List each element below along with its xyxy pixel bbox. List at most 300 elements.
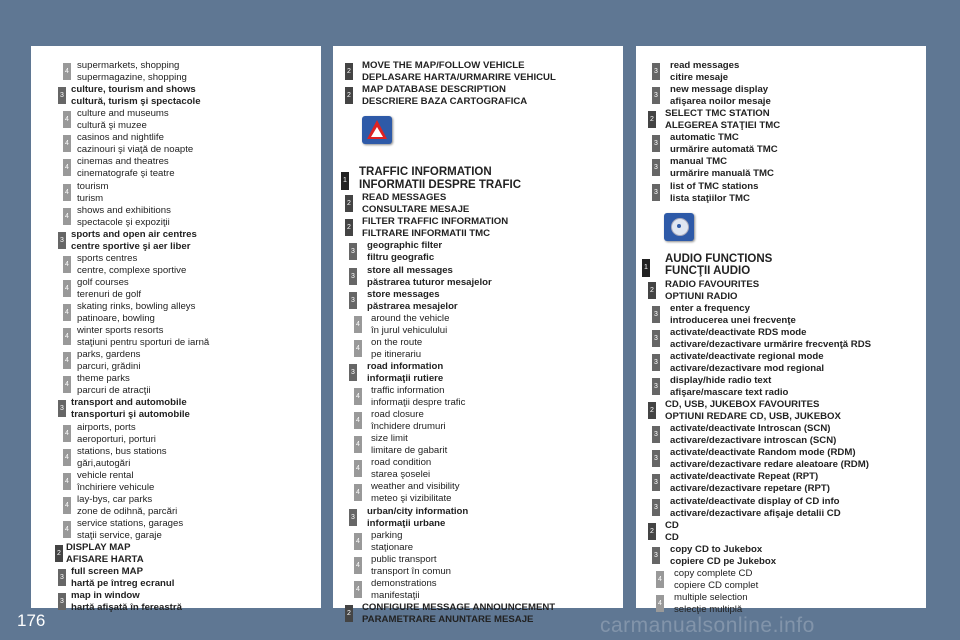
entry-text xyxy=(71,590,182,614)
menu-entry xyxy=(636,399,926,423)
entry-text-en: around the vehicle xyxy=(371,312,450,324)
entry-text-en: activate/deactivate Random mode (RDM) xyxy=(670,447,856,459)
menu-entry xyxy=(31,494,321,518)
traffic-warning-icon xyxy=(362,116,392,144)
entry-text xyxy=(367,506,468,530)
entry-text-en: map in window xyxy=(71,590,140,602)
entry-text-en: lay-bys, car parks xyxy=(77,493,153,505)
entry-text xyxy=(77,156,175,180)
entry-text-ro: urmărire automată TMC xyxy=(670,144,778,156)
entry-text xyxy=(71,566,174,590)
level-badge: 4 xyxy=(354,412,362,429)
level-badge: 4 xyxy=(63,497,71,514)
menu-entry xyxy=(31,156,321,180)
entry-text-ro: meteo şi vizibilitate xyxy=(371,493,452,505)
entry-text-en: AUDIO FUNCTIONS xyxy=(665,252,773,265)
level-badge: 4 xyxy=(656,595,664,612)
level-badge: 3 xyxy=(652,63,660,80)
entry-text-ro: transport în comun xyxy=(371,565,451,577)
menu-entry xyxy=(31,84,321,108)
entry-text-en: theme parks xyxy=(77,373,130,385)
menu-entry xyxy=(31,349,321,373)
entry-text-en: vehicle rental xyxy=(77,469,134,481)
entry-text xyxy=(77,446,167,470)
entry-text-ro: DEPLASARE HARTA/URMARIRE VEHICUL xyxy=(362,72,556,83)
menu-entry xyxy=(31,470,321,494)
menu-entry xyxy=(636,592,926,616)
entry-text xyxy=(665,253,772,278)
entry-text xyxy=(670,471,830,495)
entry-text-en: full screen MAP xyxy=(71,566,143,578)
entry-text-ro: CD xyxy=(665,531,679,543)
entry-text xyxy=(371,409,446,433)
level-badge: 4 xyxy=(63,280,71,297)
watermark: carmanualsonline.info xyxy=(600,614,815,637)
level-badge: 4 xyxy=(63,208,71,225)
entry-text xyxy=(670,84,771,108)
entry-text-ro: selecţie multiplă xyxy=(674,603,743,615)
menu-entry xyxy=(333,433,623,457)
entry-text xyxy=(665,108,780,132)
entry-text-en: CD xyxy=(665,519,679,531)
menu-entry xyxy=(31,518,321,542)
entry-text-ro: FILTRARE INFORMATII TMC xyxy=(362,228,491,240)
entry-text-ro: AFISARE HARTA xyxy=(66,554,144,565)
level-badge: 4 xyxy=(63,352,71,369)
entry-text xyxy=(77,205,171,229)
entry-text-en: winter sports resorts xyxy=(77,325,164,337)
menu-entry xyxy=(333,457,623,481)
entry-text-ro: copiere CD pe Jukebox xyxy=(670,555,777,567)
menu-entry xyxy=(31,132,321,156)
entry-text xyxy=(77,325,209,349)
entry-text xyxy=(371,385,465,409)
level-badge: 3 xyxy=(58,232,66,249)
level-badge: 3 xyxy=(652,426,660,443)
menu-entry xyxy=(636,351,926,375)
entry-text-en: road information xyxy=(367,360,444,372)
level-badge: 4 xyxy=(354,484,362,501)
entry-text-ro: gări,autogări xyxy=(77,457,131,469)
entry-text-en: stations, bus stations xyxy=(77,445,167,457)
level-badge: 3 xyxy=(652,378,660,395)
entry-text-en: size limit xyxy=(371,433,408,445)
entry-text xyxy=(77,518,183,542)
level-badge: 1 xyxy=(642,259,650,277)
entry-text-en: tourism xyxy=(77,180,109,192)
entry-text xyxy=(371,457,431,481)
entry-text-ro: staţiuni pentru sporturi de iarnă xyxy=(77,337,210,349)
entry-text xyxy=(371,578,437,602)
entry-text xyxy=(71,229,197,253)
entry-text xyxy=(367,361,443,385)
menu-entry xyxy=(333,602,623,626)
menu-entry xyxy=(333,361,623,385)
entry-text-ro: CONSULTARE MESAJE xyxy=(362,204,470,216)
entry-text-ro: urmărire manuală TMC xyxy=(670,168,774,180)
entry-text xyxy=(670,351,824,375)
entry-text-en: automatic TMC xyxy=(670,132,739,144)
level-badge: 4 xyxy=(354,533,362,550)
entry-text-en: READ MESSAGES xyxy=(362,192,447,204)
entry-text xyxy=(371,337,422,361)
entry-text xyxy=(77,494,177,518)
entry-text-ro: filtru geografic xyxy=(367,252,435,264)
entry-text xyxy=(66,542,144,566)
level-badge: 3 xyxy=(58,569,66,586)
menu-entry xyxy=(31,181,321,205)
entry-text-en: enter a frequency xyxy=(670,302,750,314)
menu-entry xyxy=(31,229,321,253)
entry-text-en: geographic filter xyxy=(367,240,443,252)
entry-text-ro: copiere CD complet xyxy=(674,579,759,591)
entry-text-ro: activare/dezactivare repetare (RPT) xyxy=(670,483,830,495)
menu-entry xyxy=(31,446,321,470)
entry-text xyxy=(77,60,187,84)
entry-text-en: golf courses xyxy=(77,276,129,288)
entry-text xyxy=(362,84,527,108)
level-badge: 4 xyxy=(63,256,71,273)
right-column xyxy=(636,46,926,615)
level-badge: 3 xyxy=(349,268,357,285)
entry-text xyxy=(670,132,778,156)
entry-text-en: on the route xyxy=(371,336,423,348)
entry-text xyxy=(77,108,169,132)
entry-text-ro: staţii service, garaje xyxy=(77,529,162,541)
entry-text-en: public transport xyxy=(371,553,437,565)
entry-text xyxy=(665,279,759,303)
entry-text-ro: închidere drumuri xyxy=(371,421,446,433)
entry-text-ro: transporturi şi automobile xyxy=(71,409,190,421)
menu-entry xyxy=(333,578,623,602)
level-badge: 3 xyxy=(652,87,660,104)
entry-text-en: list of TMC stations xyxy=(670,180,759,192)
level-badge: 3 xyxy=(652,499,660,516)
menu-entry xyxy=(333,313,623,337)
entry-text xyxy=(371,554,451,578)
menu-entry xyxy=(636,423,926,447)
menu-entry xyxy=(333,216,623,240)
menu-entry xyxy=(636,60,926,84)
entry-text-en: CD, USB, JUKEBOX FAVOURITES xyxy=(665,399,820,411)
menu-entry xyxy=(31,325,321,349)
entry-text xyxy=(371,530,413,554)
entry-text-en: cinemas and theatres xyxy=(77,156,169,168)
entry-text-ro: INFORMATII DESPRE TRAFIC xyxy=(359,178,522,191)
entry-text-ro: activare/dezactivare afişaje detalii CD xyxy=(670,507,841,519)
entry-text-ro: cultură şi muzee xyxy=(77,120,147,132)
entry-text xyxy=(77,132,193,156)
entry-text-ro: parcuri, grădini xyxy=(77,361,141,373)
entry-text-en: store all messages xyxy=(367,264,453,276)
entry-text-en: parks, gardens xyxy=(77,349,141,361)
level-badge: 4 xyxy=(354,316,362,333)
menu-entry xyxy=(333,554,623,578)
entry-text-ro: parcuri de atracţii xyxy=(77,385,151,397)
entry-text-en: display/hide radio text xyxy=(670,375,772,386)
level-badge: 3 xyxy=(652,330,660,347)
entry-text-en: MOVE THE MAP/FOLLOW VEHICLE xyxy=(362,60,525,71)
menu-entry xyxy=(333,409,623,433)
level-badge: 4 xyxy=(656,571,664,588)
menu-entry xyxy=(333,265,623,289)
level-badge: 4 xyxy=(63,304,71,321)
level-badge: 4 xyxy=(63,425,71,442)
entry-text-ro: DESCRIERE BAZA CARTOGRAFICA xyxy=(362,96,528,108)
entry-text-en: new message display xyxy=(670,84,769,96)
level-badge: 3 xyxy=(349,292,357,309)
level-badge: 3 xyxy=(652,135,660,152)
entry-text-ro: FUNCŢII AUDIO xyxy=(665,265,751,278)
entry-text-ro: activare/dezactivare mod regional xyxy=(670,362,825,374)
entry-text-ro: manifestaţii xyxy=(371,589,420,601)
entry-text xyxy=(77,181,108,205)
level-badge: 3 xyxy=(58,87,66,104)
entry-text-en: DISPLAY MAP xyxy=(66,542,131,553)
menu-entry xyxy=(636,279,926,303)
entry-text xyxy=(362,602,555,626)
entry-text-en: weather and visibility xyxy=(371,481,460,493)
entry-text-en: skating rinks, bowling alleys xyxy=(77,301,196,312)
entry-text xyxy=(670,60,739,84)
level-badge: 2 xyxy=(55,545,63,562)
level-badge: 4 xyxy=(354,340,362,357)
entry-text xyxy=(665,399,841,423)
entry-text-ro: aeroporturi, porturi xyxy=(77,433,156,445)
entry-text-ro: activare/dezactivare introscan (SCN) xyxy=(670,435,837,447)
entry-text-ro: cultură, turism şi spectacole xyxy=(71,96,201,108)
entry-text xyxy=(77,470,154,494)
entry-text-ro: zone de odihnă, parcări xyxy=(77,505,178,517)
menu-entry xyxy=(333,192,623,216)
entry-text-ro: citire mesaje xyxy=(670,72,729,83)
level-badge: 3 xyxy=(58,593,66,610)
menu-entry xyxy=(31,566,321,590)
entry-text-ro: pe itinerariu xyxy=(371,348,422,360)
entry-text-ro: afişare/mascare text radio xyxy=(670,387,789,398)
menu-entry xyxy=(636,108,926,132)
entry-text-en: CONFIGURE MESSAGE ANNOUNCEMENT xyxy=(362,601,556,613)
entry-text-en: TRAFFIC INFORMATION xyxy=(359,166,492,179)
level-badge: 2 xyxy=(345,195,353,212)
entry-text-ro: activare/dezactivare urmărire frecvenţă RDS xyxy=(670,338,872,350)
level-badge: 3 xyxy=(652,547,660,564)
entry-text-ro: turism xyxy=(77,192,104,204)
entry-text-en: supermarkets, shopping xyxy=(77,60,180,71)
level-badge: 4 xyxy=(354,388,362,405)
level-badge: 4 xyxy=(354,557,362,574)
level-badge: 2 xyxy=(345,87,353,104)
entry-text-ro: informaţii despre trafic xyxy=(371,397,466,408)
entry-text-ro: hartă afişată în fereastră xyxy=(71,602,182,614)
menu-entry xyxy=(31,60,321,84)
menu-entry xyxy=(333,240,623,264)
entry-text-en: MAP DATABASE DESCRIPTION xyxy=(362,84,506,96)
entry-text-ro: hartă pe întreg ecranul xyxy=(71,578,175,590)
entry-text xyxy=(670,447,869,471)
entry-text-ro: păstrarea tuturor mesajelor xyxy=(367,276,492,288)
level-badge: 2 xyxy=(345,219,353,236)
menu-entry xyxy=(333,481,623,505)
level-badge: 3 xyxy=(349,364,357,381)
entry-text xyxy=(670,544,776,568)
menu-entry xyxy=(31,590,321,614)
entry-text-en: shows and exhibitions xyxy=(77,204,171,216)
level-badge: 2 xyxy=(345,63,353,80)
level-badge: 1 xyxy=(341,172,349,190)
entry-text xyxy=(77,253,186,277)
entry-text-ro: staţionare xyxy=(371,541,414,553)
level-badge: 3 xyxy=(652,450,660,467)
entry-text-en: FILTER TRAFFIC INFORMATION xyxy=(362,216,509,228)
menu-entry xyxy=(636,447,926,471)
entry-text-ro: afişarea noilor mesaje xyxy=(670,96,771,108)
entry-text xyxy=(77,422,156,446)
level-badge: 3 xyxy=(58,400,66,417)
entry-text-ro: OPTIUNI RADIO xyxy=(665,290,738,302)
entry-text xyxy=(371,433,447,457)
level-badge: 3 xyxy=(652,306,660,323)
menu-entry xyxy=(636,471,926,495)
level-badge: 4 xyxy=(63,135,71,152)
entry-text-en: culture and museums xyxy=(77,108,169,120)
entry-text xyxy=(665,520,679,544)
entry-text xyxy=(367,265,492,289)
level-badge: 3 xyxy=(652,354,660,371)
entry-text-en: service stations, garages xyxy=(77,517,184,529)
entry-text-en: activate/deactivate Repeat (RPT) xyxy=(670,471,819,483)
entry-text xyxy=(674,592,748,616)
entry-text xyxy=(71,84,201,108)
entry-text-ro: păstrarea mesajelor xyxy=(367,300,458,312)
entry-text xyxy=(670,303,796,327)
entry-text xyxy=(670,375,788,399)
entry-text xyxy=(77,301,195,325)
section-heading xyxy=(333,166,623,192)
level-badge: 4 xyxy=(63,328,71,345)
level-badge: 4 xyxy=(354,436,362,453)
entry-text-en: airports, ports xyxy=(77,421,136,433)
menu-entry xyxy=(636,568,926,592)
level-badge: 4 xyxy=(354,581,362,598)
entry-text xyxy=(371,481,460,505)
menu-entry xyxy=(31,108,321,132)
level-badge: 3 xyxy=(652,159,660,176)
entry-text xyxy=(367,289,458,313)
entry-text-en: multiple selection xyxy=(674,591,748,603)
entry-text-ro: cazinouri şi viaţă de noapte xyxy=(77,144,194,156)
level-badge: 4 xyxy=(63,473,71,490)
level-badge: 4 xyxy=(63,184,71,201)
level-badge: 4 xyxy=(63,449,71,466)
level-badge: 4 xyxy=(63,521,71,538)
menu-entry xyxy=(636,84,926,108)
entry-text xyxy=(670,327,871,351)
entry-text xyxy=(71,397,190,421)
entry-text-ro: starea şoselei xyxy=(371,469,431,481)
entry-text-en: sports centres xyxy=(77,252,138,264)
menu-entry xyxy=(333,289,623,313)
menu-entry xyxy=(636,303,926,327)
page-number: 176 xyxy=(17,611,46,630)
menu-entry xyxy=(31,205,321,229)
entry-text-ro: centre sportive şi aer liber xyxy=(71,240,191,252)
menu-entry xyxy=(636,156,926,180)
entry-text xyxy=(359,166,521,191)
level-badge: 2 xyxy=(648,402,656,419)
menu-entry xyxy=(31,301,321,325)
menu-entry xyxy=(333,84,623,108)
entry-text-en: urban/city information xyxy=(367,505,469,517)
entry-text-en: demonstrations xyxy=(371,577,437,589)
menu-entry xyxy=(31,253,321,277)
menu-entry xyxy=(31,542,321,566)
entry-text-en: activate/deactivate display of CD info xyxy=(670,495,840,507)
entry-text xyxy=(362,216,508,240)
left-column xyxy=(31,46,321,614)
entry-text xyxy=(362,60,556,84)
level-badge: 3 xyxy=(349,509,357,526)
entry-text-en: traffic information xyxy=(371,385,445,396)
level-badge: 2 xyxy=(648,523,656,540)
menu-entry xyxy=(636,327,926,351)
level-badge: 3 xyxy=(652,184,660,201)
entry-text-en: road closure xyxy=(371,409,424,421)
entry-text-ro: activare/dezactivare redare aleatoare (RDM) xyxy=(670,459,869,471)
entry-text-en: activate/deactivate Introscan (SCN) xyxy=(670,423,831,435)
section-heading xyxy=(636,253,926,279)
entry-text-en: SELECT TMC STATION xyxy=(665,108,770,120)
level-badge: 2 xyxy=(648,111,656,128)
menu-entry xyxy=(31,277,321,301)
entry-text-en: sports and open air centres xyxy=(71,228,197,240)
entry-text-ro: cinematografe şi teatre xyxy=(77,168,175,180)
entry-text-ro: supermagazine, shopping xyxy=(77,72,187,83)
audio-cd-icon xyxy=(664,213,694,241)
menu-entry xyxy=(636,181,926,205)
menu-entry xyxy=(31,397,321,421)
entry-text-ro: limitare de gabarit xyxy=(371,445,448,457)
entry-text xyxy=(371,313,449,337)
entry-text-en: casinos and nightlife xyxy=(77,132,164,144)
entry-text-ro: patinoare, bowling xyxy=(77,313,155,324)
entry-text-en: activate/deactivate regional mode xyxy=(670,350,824,362)
menu-entry xyxy=(333,385,623,409)
entry-text xyxy=(670,181,758,205)
entry-text-ro: PARAMETRARE ANUNTARE MESAJE xyxy=(362,613,534,625)
entry-text-ro: informaţii urbane xyxy=(367,517,446,529)
menu-entry xyxy=(636,496,926,520)
entry-text-en: parking xyxy=(371,529,403,541)
entry-text-en: transport and automobile xyxy=(71,397,187,409)
entry-text-ro: introducerea unei frecvenţe xyxy=(670,314,796,326)
menu-entry xyxy=(333,506,623,530)
entry-text xyxy=(674,568,758,592)
entry-text-ro: informaţii rutiere xyxy=(367,372,444,384)
menu-entry xyxy=(31,422,321,446)
entry-text xyxy=(670,156,774,180)
menu-entry xyxy=(636,520,926,544)
entry-text-ro: în jurul vehiculului xyxy=(371,324,448,336)
entry-text xyxy=(367,240,442,264)
entry-text xyxy=(670,423,836,447)
menu-entry xyxy=(333,60,623,84)
entry-text-en: RADIO FAVOURITES xyxy=(665,278,760,290)
entry-text-ro: terenuri de golf xyxy=(77,288,141,300)
entry-text xyxy=(77,349,140,373)
menu-entry xyxy=(636,375,926,399)
level-badge: 4 xyxy=(354,460,362,477)
